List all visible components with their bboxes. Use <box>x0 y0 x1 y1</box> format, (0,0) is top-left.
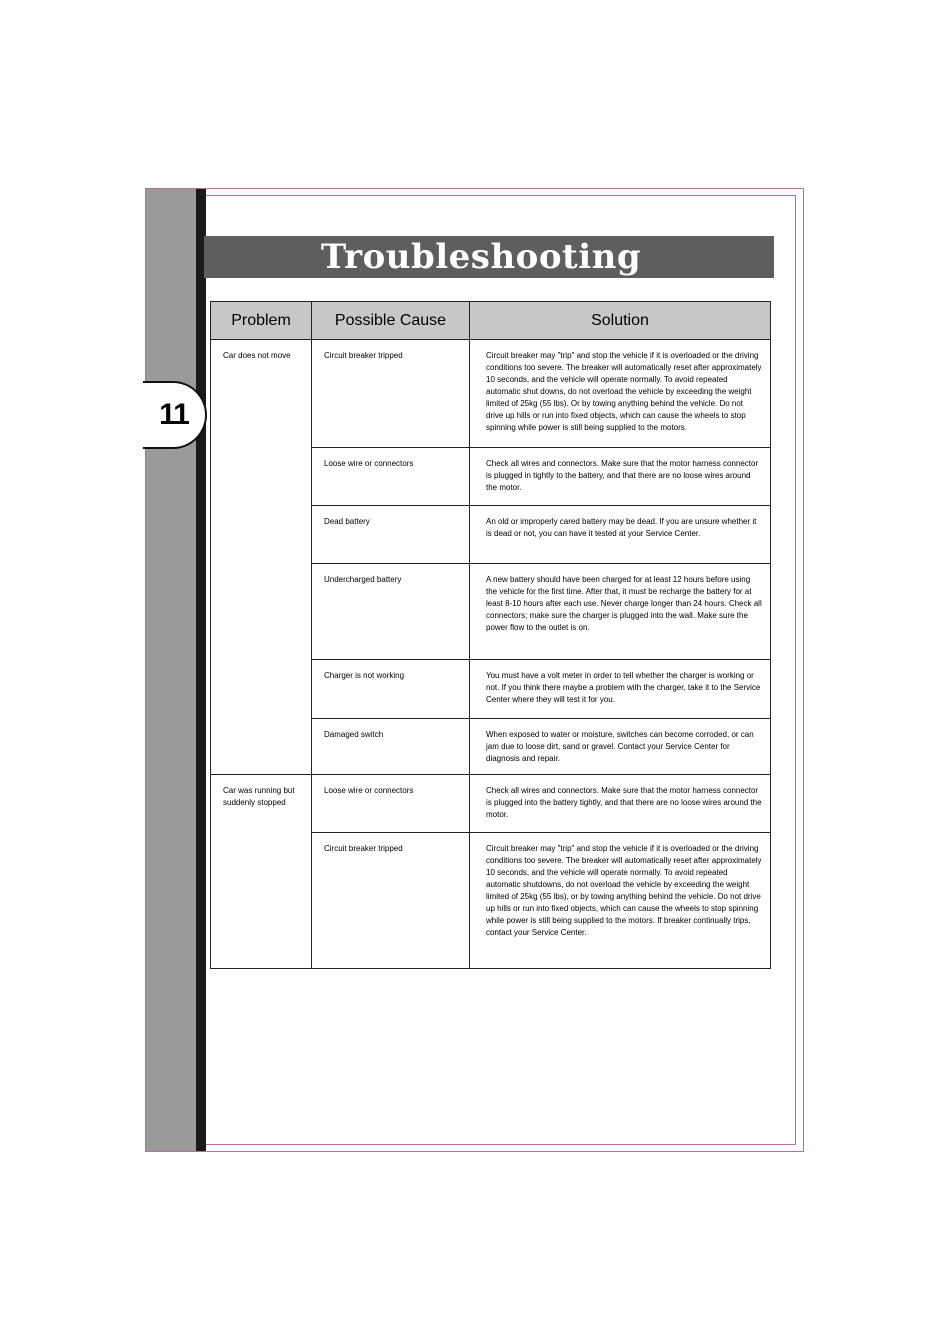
solution-cell: Circuit breaker may "trip" and stop the vehicle if it is overloaded or the driving conditions too severe. The breaker will automatically reset after approximately 10 seconds, and the vehicle will operate normally. To avoid repeated automatic shut downs, do not overload the vehicle by exceeding the weight limited of 25kg (55 lbs). Or by towing anything behind the vehicle. Do not drive up hills or run into fixed objects, which can cause the wheels to stop spinning while power is still being supplied to the motors. <box>470 340 771 448</box>
cause-cell: Circuit breaker tripped <box>312 340 470 448</box>
side-band <box>146 189 196 1151</box>
header-problem: Problem <box>211 302 312 340</box>
cause-cell: Loose wire or connectors <box>312 775 470 833</box>
page-number: 11 <box>159 398 189 431</box>
cause-cell: Undercharged battery <box>312 564 470 660</box>
solution-cell: You must have a volt meter in order to tell whether the charger is working or not. If you think there maybe a problem with the charger, take it to the Service Center where they will test it for you. <box>470 660 771 719</box>
header-solution: Solution <box>470 302 771 340</box>
problem-cell: Car does not move <box>211 340 312 775</box>
troubleshooting-table <box>210 301 771 969</box>
cause-cell: Charger is not working <box>312 660 470 719</box>
cause-cell: Damaged switch <box>312 719 470 775</box>
side-band-edge <box>196 189 206 1151</box>
solution-cell: Check all wires and connectors. Make sure that the motor harness connector is plugged into the battery tightly, and that there are no loose wires around the motor. <box>470 775 771 833</box>
solution-cell: Check all wires and connectors. Make sure that the motor harness connector is plugged in tightly to the battery, and that there are no loose wires around the motor. <box>470 448 771 506</box>
solution-cell: Circuit breaker may "trip" and stop the vehicle if it is overloaded or the driving conditions too severe. The breaker will automatically reset after approximately 10 seconds, and the vehicle will operate normally. To avoid repeated automatic shutdowns, do not overload the vehicle by exceeding the weight limited of 25kg (55 lbs), or by towing anything behind the vehicle. Do not drive up hills or run into fixed objects, which can cause the wheels to stop spinning while power is still being supplied to the motors. If breaker continually trips, contact your Service Center. <box>470 833 771 969</box>
problem-cell: Car was running but suddenly stopped <box>211 775 312 969</box>
header-possible-cause: Possible Cause <box>312 302 470 340</box>
solution-cell: When exposed to water or moisture, switches can become corroded, or can jam due to loose dirt, sand or gravel. Contact your Service Center for diagnosis and repair. <box>470 719 771 775</box>
solution-cell: A new battery should have been charged for at least 12 hours before using the vehicle for the first time. After that, it must be recharge the battery for at least 8-10 hours after each use. Never charge longer than 24 hours. Check all connectors; make sure the charger is plugged into the wall. Make sure the power flow to the outlet is on. <box>470 564 771 660</box>
solution-cell: An old or improperly cared battery may be dead. If you are unsure whether it is dead or not, you can have it tested at your Service Center. <box>470 506 771 564</box>
title-banner <box>204 236 774 278</box>
page-title: Troubleshooting <box>320 237 642 277</box>
table-row <box>211 775 771 833</box>
cause-cell: Loose wire or connectors <box>312 448 470 506</box>
cause-cell: Circuit breaker tripped <box>312 833 470 969</box>
table-header-row <box>211 302 771 340</box>
cause-cell: Dead battery <box>312 506 470 564</box>
table-row <box>211 340 771 448</box>
